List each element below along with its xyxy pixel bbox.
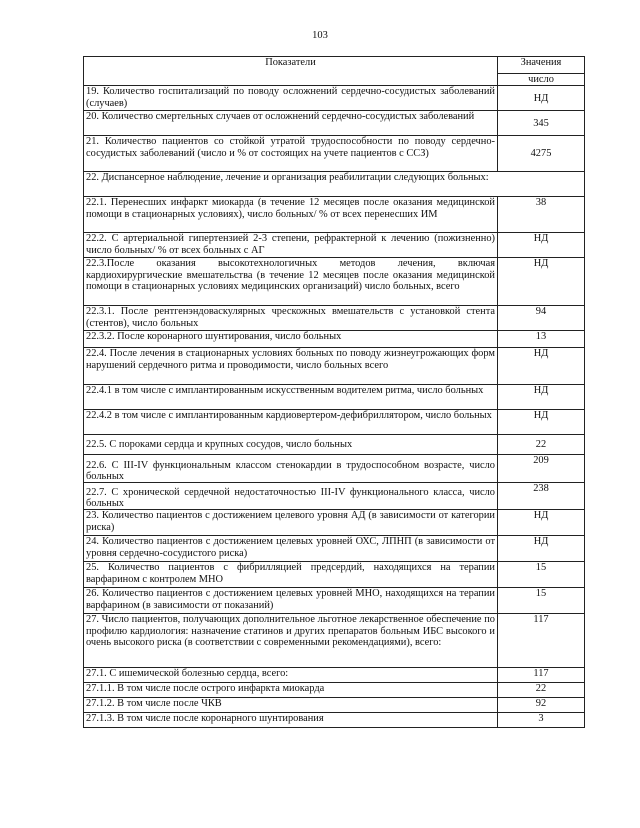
row-value: НД (498, 536, 585, 562)
row-value: 92 (498, 698, 585, 713)
row-value: 3 (498, 713, 585, 728)
row-value: НД (498, 510, 585, 536)
row-value: 15 (498, 562, 585, 588)
row-label: 20. Количество смертельных случаев от осложнений сердечно-сосудистых заболеваний (84, 111, 498, 136)
unit-header: число (498, 74, 585, 86)
row-value: 4275 (498, 136, 585, 172)
page-number: 103 (312, 30, 328, 41)
row-label: 22.6. С III-IV функциональным классом стенокардии в трудоспособном возрасте, число больных (84, 455, 498, 483)
row-value: НД (498, 233, 585, 258)
row-label: 22.5. С пороками сердца и крупных сосудов, число больных (84, 435, 498, 455)
row-label: 23. Количество пациентов с достижением целевого уровня АД (в зависимости от категории риска) (84, 510, 498, 536)
row-label: 27.1.3. В том числе после коронарного шунтирования (84, 713, 498, 728)
row-value: 94 (498, 306, 585, 331)
row-value: 13 (498, 331, 585, 348)
row-label: 27. Число пациентов, получающих дополнительное льготное лекарственное обеспечение по профилю кардиология: назначение статинов и других препаратов больным ИБС высокого и очень высокого риска (в соответствии с современными рекомендациями), всего: (84, 614, 498, 668)
row-label: 22.4.1 в том числе с имплантированным искусственным водителем ритма, число больных (84, 385, 498, 410)
row-label: 25. Количество пациентов с фибрилляцией предсердий, находящихся на терапии варфарином с контролем МНО (84, 562, 498, 588)
row-value: 38 (498, 197, 585, 233)
row-label: 22.3.2. После коронарного шунтирования, число больных (84, 331, 498, 348)
row-label: 27.1.1. В том числе после острого инфаркта миокарда (84, 683, 498, 698)
row-label: 27.1. С ишемической болезнью сердца, всего: (84, 668, 498, 683)
row-label: 22.3.После оказания высокотехнологичных методов лечения, включая кардиохирургические вмешательства (в течение 12 месяцев после оказания медицинской помощи в стационарных условиях медицинских организаций) число больных, всего (84, 258, 498, 306)
row-value: НД (498, 410, 585, 435)
row-value: НД (498, 86, 585, 111)
row-label: 22.1. Перенесших инфаркт миокарда (в течение 12 месяцев после оказания медицинской помощи в стационарных условиях), число больных/ % от всех перенесших ИМ (84, 197, 498, 233)
row-label: 19. Количество госпитализаций по поводу осложнений сердечно-сосудистых заболеваний (случаев) (84, 86, 498, 111)
row-label: 27.1.2. В том числе после ЧКВ (84, 698, 498, 713)
row-value: 345 (498, 111, 585, 136)
row-value: 117 (498, 614, 585, 668)
row-value: НД (498, 348, 585, 385)
row-value: НД (498, 385, 585, 410)
row-value: 209 (498, 455, 585, 483)
row-label: 24. Количество пациентов с достижением целевых уровней ОХС, ЛПНП (в зависимости от уровня сердечно-сосудистого риска) (84, 536, 498, 562)
row-label: 26. Количество пациентов с достижением целевых уровней МНО, находящихся на терапии варфарином (в зависимости от показаний) (84, 588, 498, 614)
values-header: Значения (498, 57, 585, 74)
row-value: 238 (498, 483, 585, 510)
row-value: 15 (498, 588, 585, 614)
row-value: 22 (498, 435, 585, 455)
row-label: 22.3.1. После рентгенэндоваскулярных чрескожных вмешательств с установкой стента (стентов), число больных (84, 306, 498, 331)
indicators-table (83, 56, 585, 728)
section-heading: 22. Диспансерное наблюдение, лечение и организация реабилитации следующих больных: (84, 172, 585, 197)
row-label: 22.7. С хронической сердечной недостаточностью III-IV функционального класса, число больных (84, 483, 498, 510)
row-value: НД (498, 258, 585, 306)
row-value: 117 (498, 668, 585, 683)
row-label: 22.2. С артериальной гипертензией 2-3 степени, рефрактерной к лечению (пожизненно) число больных/ % от всех больных с АГ (84, 233, 498, 258)
indicators-header: Показатели (84, 57, 498, 86)
row-value: 22 (498, 683, 585, 698)
row-label: 21. Количество пациентов со стойкой утратой трудоспособности по поводу сердечно-сосудистых заболеваний (число и % от состоящих на учете пациентов с ССЗ) (84, 136, 498, 172)
row-label: 22.4.2 в том числе с имплантированным кардиовертером-дефибриллятором, число больных (84, 410, 498, 435)
row-label: 22.4. После лечения в стационарных условиях больных по поводу жизнеугрожающих форм нарушений сердечного ритма и проводимости, число больных всего (84, 348, 498, 385)
